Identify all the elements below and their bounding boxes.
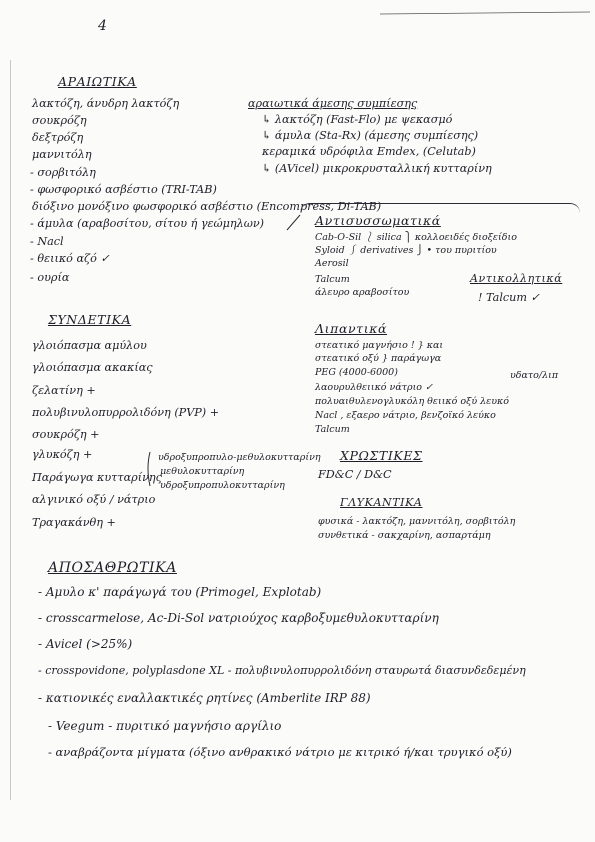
lubricants-heading: Λιπαντικά bbox=[315, 321, 388, 336]
aravotika-item: - άμυλα (αραβοσίτου, σίτου ή γεώμηλων) bbox=[30, 217, 265, 230]
binders-item: ζελατίνη + bbox=[32, 384, 96, 397]
direct-item: ↳ (AVicel) μικροκρυσταλλική κυτταρίνη bbox=[262, 162, 492, 175]
sweeteners-line: συνθετικά - σακχαρίνη, ασπαρτάμη bbox=[318, 530, 491, 541]
disintegrants-item: - crosscarmelose, Ac-Di-Sol νατριούχος καρβοξυμεθυλοκυτταρίνη bbox=[38, 611, 439, 625]
aravotika-item: σουκρόζη bbox=[32, 114, 87, 127]
colorants-heading: ΧΡΩΣΤΙΚΕΣ bbox=[340, 448, 423, 463]
disintegrants-item: - αναβράζοντα μίγματα (όξινο ανθρακικό νάτριο με κιτρικό ή/και τρυγικό οξύ) bbox=[48, 745, 512, 759]
top-rule bbox=[380, 12, 590, 14]
sweeteners-heading: ΓΛΥΚΑΝΤΙΚΑ bbox=[340, 496, 423, 509]
aravotika-item: - Nacl bbox=[30, 235, 64, 248]
disintegrants-item: - Αμυλο κ' παράγωγά του (Primogel, Explotab) bbox=[38, 585, 322, 599]
cellulose-note: υδροξυπροπυλο-μεθυλοκυτταρίνη bbox=[158, 452, 321, 463]
aravotika-item: δεξτρόζη bbox=[32, 131, 84, 144]
sweeteners-line: φυσικά - λακτόζη, μαννιτόλη, σορβιτόλη bbox=[318, 516, 516, 527]
aravotika-item: - σορβιτόλη bbox=[30, 166, 96, 179]
aravotika-item: μαννιτόλη bbox=[32, 148, 92, 161]
lubricants-line: λαουρυλθειικό νάτριο ✓ bbox=[315, 382, 434, 393]
lubricants-line: PEG (4000-6000) bbox=[315, 367, 398, 378]
binders-item: σουκρόζη + bbox=[32, 428, 100, 441]
aravotika-item: - ουρία bbox=[30, 271, 70, 284]
lubricants-line: Nacl , εξαερο νάτριο, βενζοϊκό λεύκο bbox=[315, 410, 496, 421]
direct-item: ↳ λακτόζη (Fast-Flo) με ψεκασμό bbox=[262, 113, 453, 126]
direct-title: αραιωτικά άμεσης συμπίεσης bbox=[248, 97, 418, 110]
antiadhesive-line: Talcum bbox=[315, 274, 350, 285]
lubricants-line: Talcum bbox=[315, 424, 350, 435]
binders-item: πολυβινυλοπυρρολιδόνη (PVP) + bbox=[32, 406, 220, 419]
antiadhesive-heading: Αντισυσσωματικά bbox=[315, 213, 441, 228]
lubricants-line: στεατικό μαγνήσιο ! } και bbox=[315, 340, 444, 351]
aravotika-item: διόξινο μονόξινο φωσφορικό ασβέστιο (Encompress, Di-TAB) bbox=[32, 200, 382, 213]
colorants-text: FD&C / D&C bbox=[318, 468, 392, 481]
binders-item: Παράγωγα κυτταρίνης bbox=[32, 471, 162, 484]
lubricants-line: πολυαιθυλενογλυκόλη θειικό οξύ λευκό bbox=[315, 396, 509, 407]
cellulose-note: μεθυλοκυτταρίνη bbox=[160, 466, 245, 477]
binders-heading: ΣΥΝΔΕΤΙΚΑ bbox=[48, 312, 132, 327]
lubricants-note: υδατο/λιπ bbox=[510, 370, 559, 381]
panel-corner-stroke bbox=[287, 215, 300, 230]
disintegrants-item: - crosspovidone, polyplasdone XL - πολυβινυλοπυρρολιδόνη σταυρωτά διασυνδεδεμένη bbox=[38, 664, 526, 677]
disintegrants-heading: ΑΠΟΣΑΘΡΩΤΙΚΑ bbox=[48, 560, 177, 576]
direct-item: ↳ άμυλα (Sta-Rx) (άμεσης συμπίεσης) bbox=[262, 129, 479, 142]
binders-item: Τραγακάνθη + bbox=[32, 516, 116, 529]
binders-item: αλγινικό οξύ / νάτριο bbox=[32, 493, 156, 506]
page-number: 4 bbox=[98, 18, 107, 34]
antiadhesive-line: Syloid ⎰ derivatives ⎭ • του πυριτίου bbox=[315, 245, 497, 256]
aravotika-heading: ΑΡΑΙΩΤΙΚΑ bbox=[58, 74, 137, 89]
disintegrants-item: - Veegum - πυριτικό μαγνήσιο αργίλιο bbox=[48, 719, 282, 733]
disintegrants-item: - κατιονικές εναλλακτικές ρητίνες (Amberlite IRP 88) bbox=[38, 691, 371, 705]
aravotika-item: - θειικό αζό ✓ bbox=[30, 252, 110, 265]
aravotika-item: λακτόζη, άνυδρη λακτόζη bbox=[32, 97, 180, 110]
antiadhesive-side-title: Αντικολλητικά bbox=[470, 272, 563, 285]
binders-item: γλυκόζη + bbox=[32, 448, 93, 461]
antiadhesive-line: άλευρο αραβοσίτου bbox=[315, 287, 410, 298]
aravotika-item: - φωσφορικό ασβέστιο (TRI-TAB) bbox=[30, 183, 217, 196]
direct-item: κεραμικά υδρόφιλα Emdex, (Celutab) bbox=[262, 145, 476, 158]
binders-item: γλοιόπασμα ακακίας bbox=[32, 361, 153, 374]
binders-item: γλοιόπασμα αμύλου bbox=[32, 339, 147, 352]
disintegrants-item: - Avicel (>25%) bbox=[38, 637, 133, 651]
antiadhesive-line: Cab-O-Sil ⎱ silica ⎫ κολλοειδές διοξείδιο bbox=[315, 232, 517, 243]
cellulose-brace bbox=[148, 452, 150, 486]
antiadhesive-line: Aerosil bbox=[315, 258, 349, 269]
lubricants-line: στεατικό οξύ } παράγωγα bbox=[315, 353, 442, 364]
cellulose-note: υδροξυπροπυλοκυτταρίνη bbox=[160, 480, 285, 491]
antiadhesive-side-note: ! Talcum ✓ bbox=[478, 291, 540, 304]
